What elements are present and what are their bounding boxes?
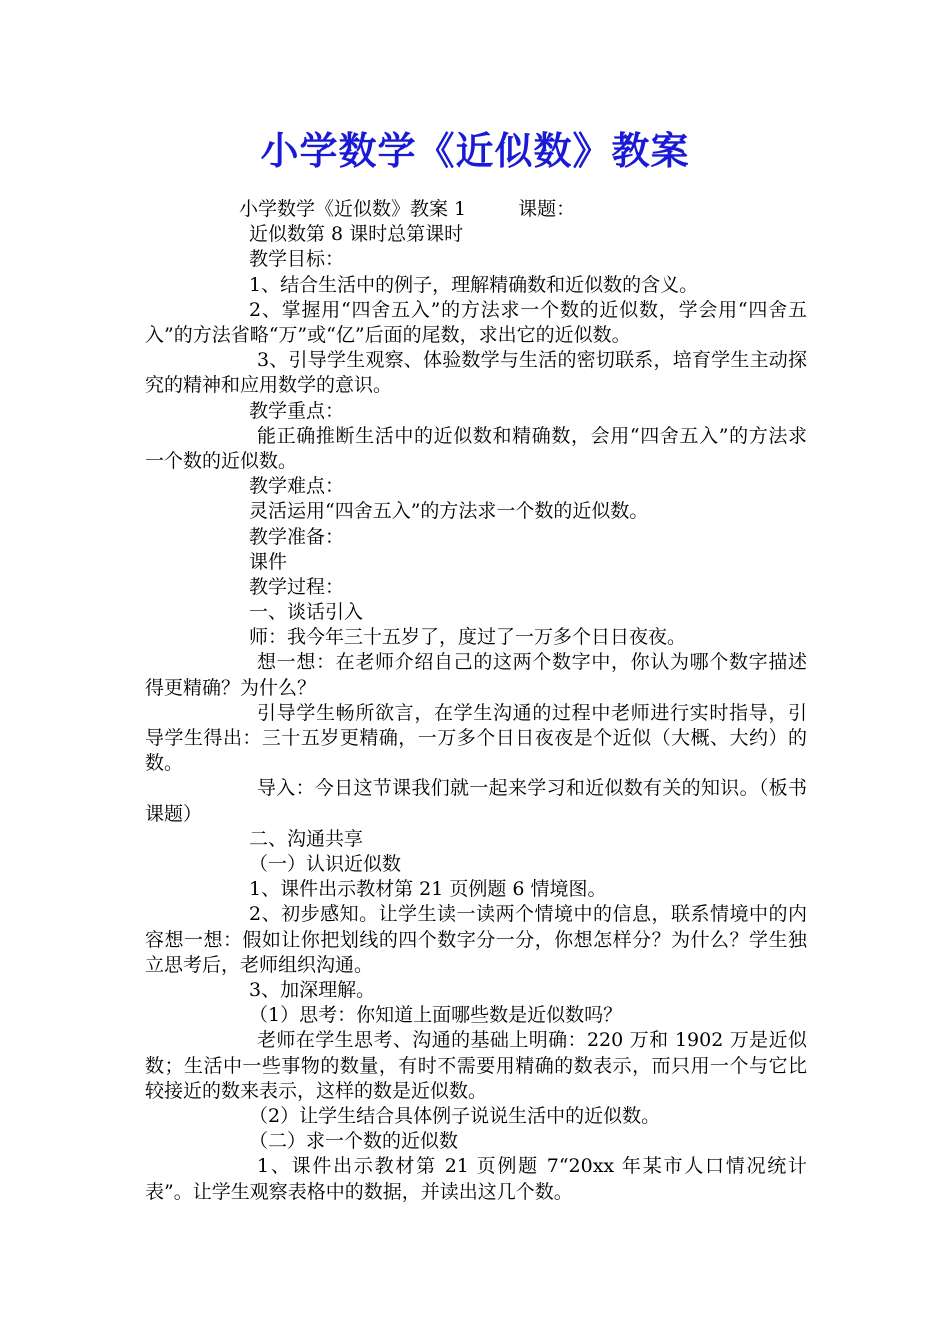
paragraph: 引导学生畅所欲言，在学生沟通的过程中老师进行实时指导，引导学生得出：三十五岁更精确，一万多个日日夜夜是个近似（大概、大约）的数。 — [145, 701, 807, 775]
paragraph: 灵活运用“四舍五入”的方法求一个数的近似数。 — [249, 500, 649, 523]
paragraph: 3、引导学生观察、体验数学与生活的密切联系，培育学生主动探究的精神和应用数学的意识。 — [145, 349, 807, 397]
header-line — [145, 197, 807, 222]
paragraph: （2）让学生结合具体例子说说生活中的近似数。 — [249, 1105, 661, 1128]
paragraph: 课件 — [249, 550, 288, 573]
section-heading: （二）求一个数的近似数 — [249, 1130, 459, 1153]
section-heading: 教学准备： — [249, 525, 345, 548]
section-heading: 教学重点： — [249, 399, 345, 422]
section-heading: 二、沟通共享 — [249, 827, 364, 850]
paragraph: 近似数第 8 课时总第课时 — [249, 223, 464, 246]
paragraph: 3、加深理解。 — [249, 979, 376, 1002]
header-right-text: 课题： — [518, 198, 576, 220]
paragraph: （1）思考：你知道上面哪些数是近似数吗？ — [249, 1004, 623, 1027]
section-heading: 教学过程： — [249, 575, 345, 598]
section-heading: 教学难点： — [249, 475, 345, 498]
paragraph: 2、初步感知。让学生读一读两个情境中的信息，联系情境中的内容想一想：假如让你把划线的四个数字分一分，你想怎样分？为什么？学生独立思考后，老师组织沟通。 — [145, 903, 807, 976]
paragraph: 师：我今年三十五岁了，度过了一万多个日日夜夜。 — [249, 626, 687, 649]
paragraph: 2、掌握用“四舍五入”的方法求一个数的近似数，学会用“四舍五入”的方法省略“万”或“亿”后面的尾数，求出它的近似数。 — [145, 298, 807, 346]
paragraph: 能正确推断生活中的近似数和精确数，会用“四舍五入”的方法求一个数的近似数。 — [145, 424, 807, 472]
paragraph: 1、结合生活中的例子，理解精确数和近似数的含义。 — [249, 273, 699, 296]
document-title: 小学数学《近似数》教案 — [260, 129, 690, 173]
paragraph: 导入：今日这节课我们就一起来学习和近似数有关的知识。（板书课题） — [145, 777, 807, 825]
section-heading: （一）认识近似数 — [249, 853, 402, 876]
paragraph: 老师在学生思考、沟通的基础上明确：220 万和 1902 万是近似数；生活中一些事物的数量，有时不需要用精确的数表示，而只用一个与它比较接近的数来表示，这样的数是近似数。 — [145, 1029, 807, 1102]
section-heading: 一、谈话引入 — [249, 601, 364, 624]
paragraph: 想一想：在老师介绍自己的这两个数字中，你认为哪个数字描述得更精确？为什么？ — [145, 651, 807, 699]
paragraph: 1、课件出示教材第 21 页例题 6 情境图。 — [249, 878, 607, 901]
document-body — [145, 197, 807, 1205]
header-left-text: 小学数学《近似数》教案 1 — [239, 198, 467, 220]
section-heading: 教学目标： — [249, 248, 345, 271]
paragraph: 1、课件出示教材第 21 页例题 7“20xx 年某市人口情况统计表”。让学生观察表格中的数据，并读出这几个数。 — [145, 1155, 807, 1203]
